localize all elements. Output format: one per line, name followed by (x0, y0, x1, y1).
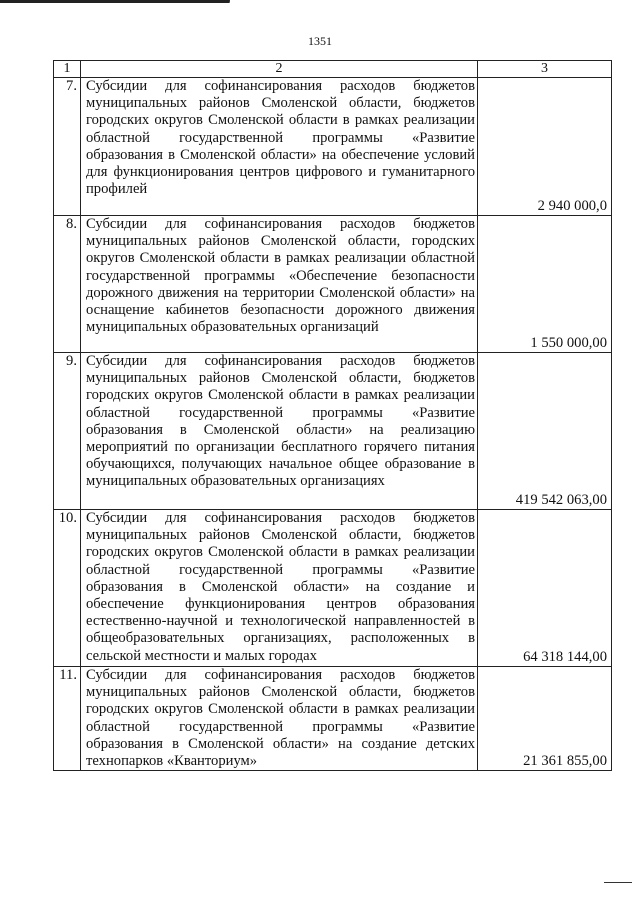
row-amount: 64 318 144,00 (478, 510, 612, 667)
table-row (54, 510, 612, 667)
scan-edge-mark (604, 882, 632, 883)
row-number: 8. (54, 216, 81, 353)
row-amount: 2 940 000,0 (478, 78, 612, 216)
column-header-description: 2 (81, 61, 478, 78)
row-number: 9. (54, 353, 81, 510)
table-row (54, 216, 612, 353)
table-row (54, 667, 612, 771)
row-amount: 1 550 000,00 (478, 216, 612, 353)
row-number: 7. (54, 78, 81, 216)
row-description: Субсидии для софинансирования расходов бюджетов муниципальных районов Смоленской области, бюджетов городских округов Смоленской области в рамках реализации областной государственной программы «Развитие образования в Смоленской области» на создание детских технопарков «Кванториум» (81, 667, 478, 771)
table-header-row (54, 61, 612, 78)
subsidies-table (53, 60, 612, 771)
row-description: Субсидии для софинансирования расходов бюджетов муниципальных районов Смоленской области, бюджетов городских округов Смоленской области в рамках реализации областной государственной программы «Развитие образования в Смоленской области» на обеспечение условий для функционирования центров цифрового и гуманитарного профилей (81, 78, 478, 216)
row-description: Субсидии для софинансирования расходов бюджетов муниципальных районов Смоленской области, городских округов Смоленской области в рамках реализации областной государственной программы «Обеспечение безопасности дорожного движения на территории Смоленской области» на оснащение кабинетов безопасности дорожного движения муниципальных образовательных организаций (81, 216, 478, 353)
row-amount: 21 361 855,00 (478, 667, 612, 771)
row-description: Субсидии для софинансирования расходов бюджетов муниципальных районов Смоленской области, бюджетов городских округов Смоленской области в рамках реализации областной государственной программы «Развитие образования в Смоленской области» на создание и обеспечение функционирования центров образования естественно-научной и технологической направленностей в общеобразовательных организациях, расположенных в сельской местности и малых городах (81, 510, 478, 667)
row-number: 11. (54, 667, 81, 771)
scan-edge-mark (0, 0, 230, 9)
table-row (54, 78, 612, 216)
row-amount: 419 542 063,00 (478, 353, 612, 510)
row-description: Субсидии для софинансирования расходов бюджетов муниципальных районов Смоленской области, бюджетов городских округов Смоленской области в рамках реализации областной государственной программы «Развитие образования в Смоленской области» на реализацию мероприятий по организации бесплатного горячего питания обучающихся, получающих начальное общее образование в муниципальных образовательных организациях (81, 353, 478, 510)
column-header-number: 1 (54, 61, 81, 78)
row-number: 10. (54, 510, 81, 667)
column-header-amount: 3 (478, 61, 612, 78)
page-number: 1351 (308, 34, 332, 48)
table-row (54, 353, 612, 510)
